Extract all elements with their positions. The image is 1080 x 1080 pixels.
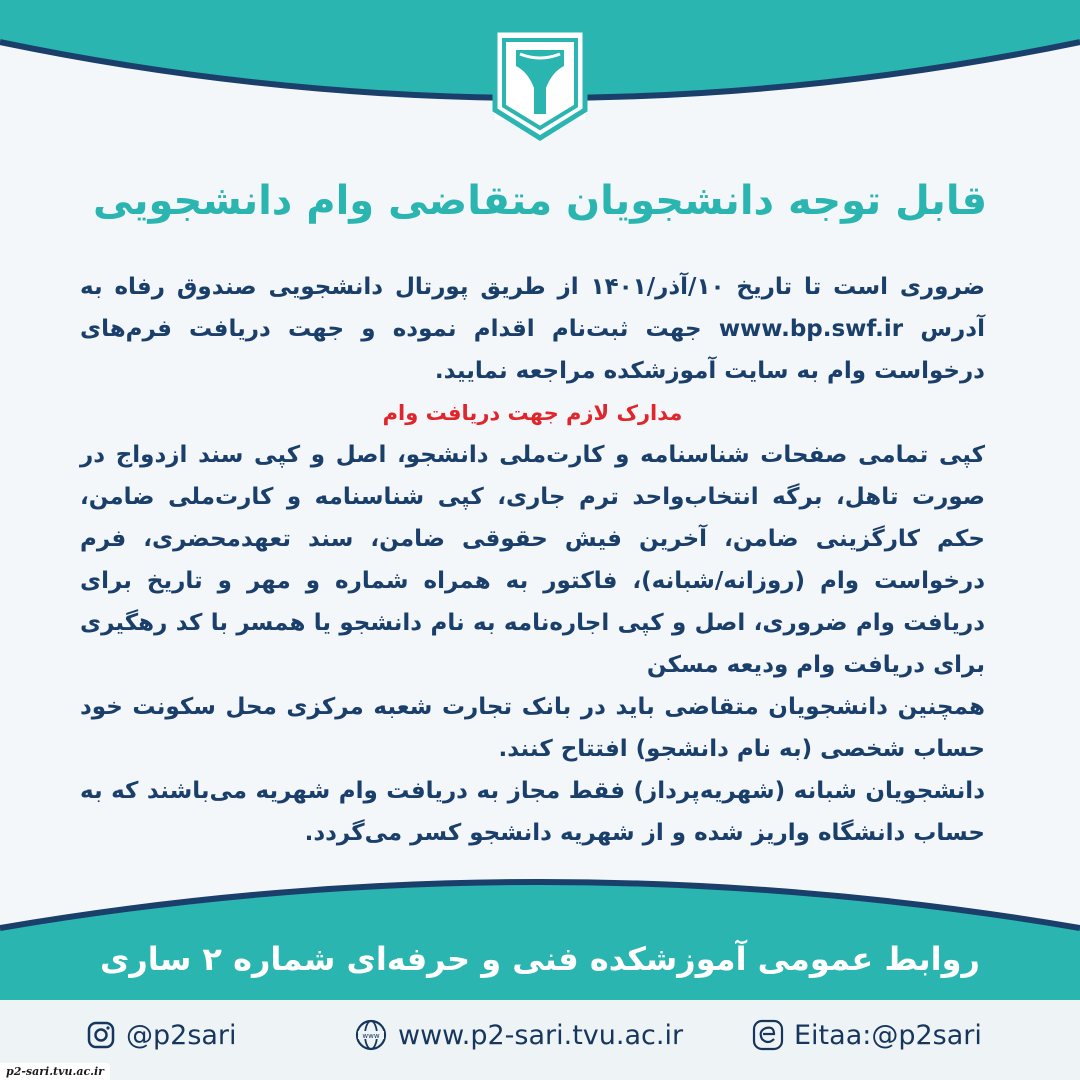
eitaa-handle: Eitaa:@p2sari (794, 1019, 982, 1051)
documents-heading: مدارک لازم جهت دریافت وام (382, 401, 683, 425)
watermark: p2-sari.tvu.ac.ir (0, 1063, 110, 1080)
paragraph-evening-students: دانشجویان شبانه (شهریه‌پرداز) فقط مجاز به دریافت وام شهریه می‌باشند که به حساب دانشگاه واریز شده و از شهریه دانشجو کسر می‌گردد. (80, 778, 985, 846)
portal-url[interactable]: www.bp.swf.ir (718, 316, 904, 342)
registration-text-end: جهت ثبت‌نام اقدام نموده و جهت دریافت فرم‌های درخواست وام به سایت آموزشکده مراجعه نمایید. (80, 316, 985, 384)
page-title: قابل توجه دانشجویان متقاضی وام دانشجویی (92, 178, 988, 224)
footer-title: روابط عمومی آموزشکده فنی و حرفه‌ای شماره ۲ ساری (100, 940, 980, 978)
eitaa-contact[interactable] (752, 1012, 982, 1058)
instagram-icon (86, 1020, 116, 1050)
paragraph-bank-account: همچنین دانشجویان متقاضی باید در بانک تجارت شعبه مرکزی محل سکونت خود حساب شخصی (به نام دانشجو) افتتاح کنند. (80, 694, 985, 762)
svg-text:www: www (362, 1032, 380, 1040)
website-contact[interactable] (354, 1012, 683, 1058)
website-url: www.p2-sari.tvu.ac.ir (398, 1019, 684, 1051)
registration-text-start: ضروری است تا تاریخ ۱۰/آذر/۱۴۰۱ از طریق پورتال دانشجویی صندوق رفاه به آدرس (80, 274, 986, 342)
instagram-handle: @p2sari (126, 1019, 237, 1051)
instagram-contact[interactable] (86, 1012, 237, 1058)
paragraph-documents: کپی تمامی صفحات شناسنامه و کارت‌ملی دانشجو، اصل و کپی سند ازدواج در صورت تاهل، برگه انتخاب‌واحد ترم جاری، کپی شناسنامه و کارت‌ملی ضامن، حکم کارگزینی ضامن، آخرین فیش حقوقی ضامن، سند تعهدمحضری، فرم درخواست وام (روزانه/شبانه)، فاکتور به همراه شماره و مهر و تاریخ برای دریافت وام ضروری، اصل و کپی اجاره‌نامه به نام دانشجو یا همسر با کد رهگیری برای دریافت وام ودیعه مسکن (80, 442, 985, 678)
globe-icon (354, 1018, 388, 1052)
logo-icon (490, 26, 590, 142)
announcement-body (80, 266, 985, 854)
eitaa-icon (752, 1019, 784, 1051)
paragraph-registration (80, 266, 985, 392)
